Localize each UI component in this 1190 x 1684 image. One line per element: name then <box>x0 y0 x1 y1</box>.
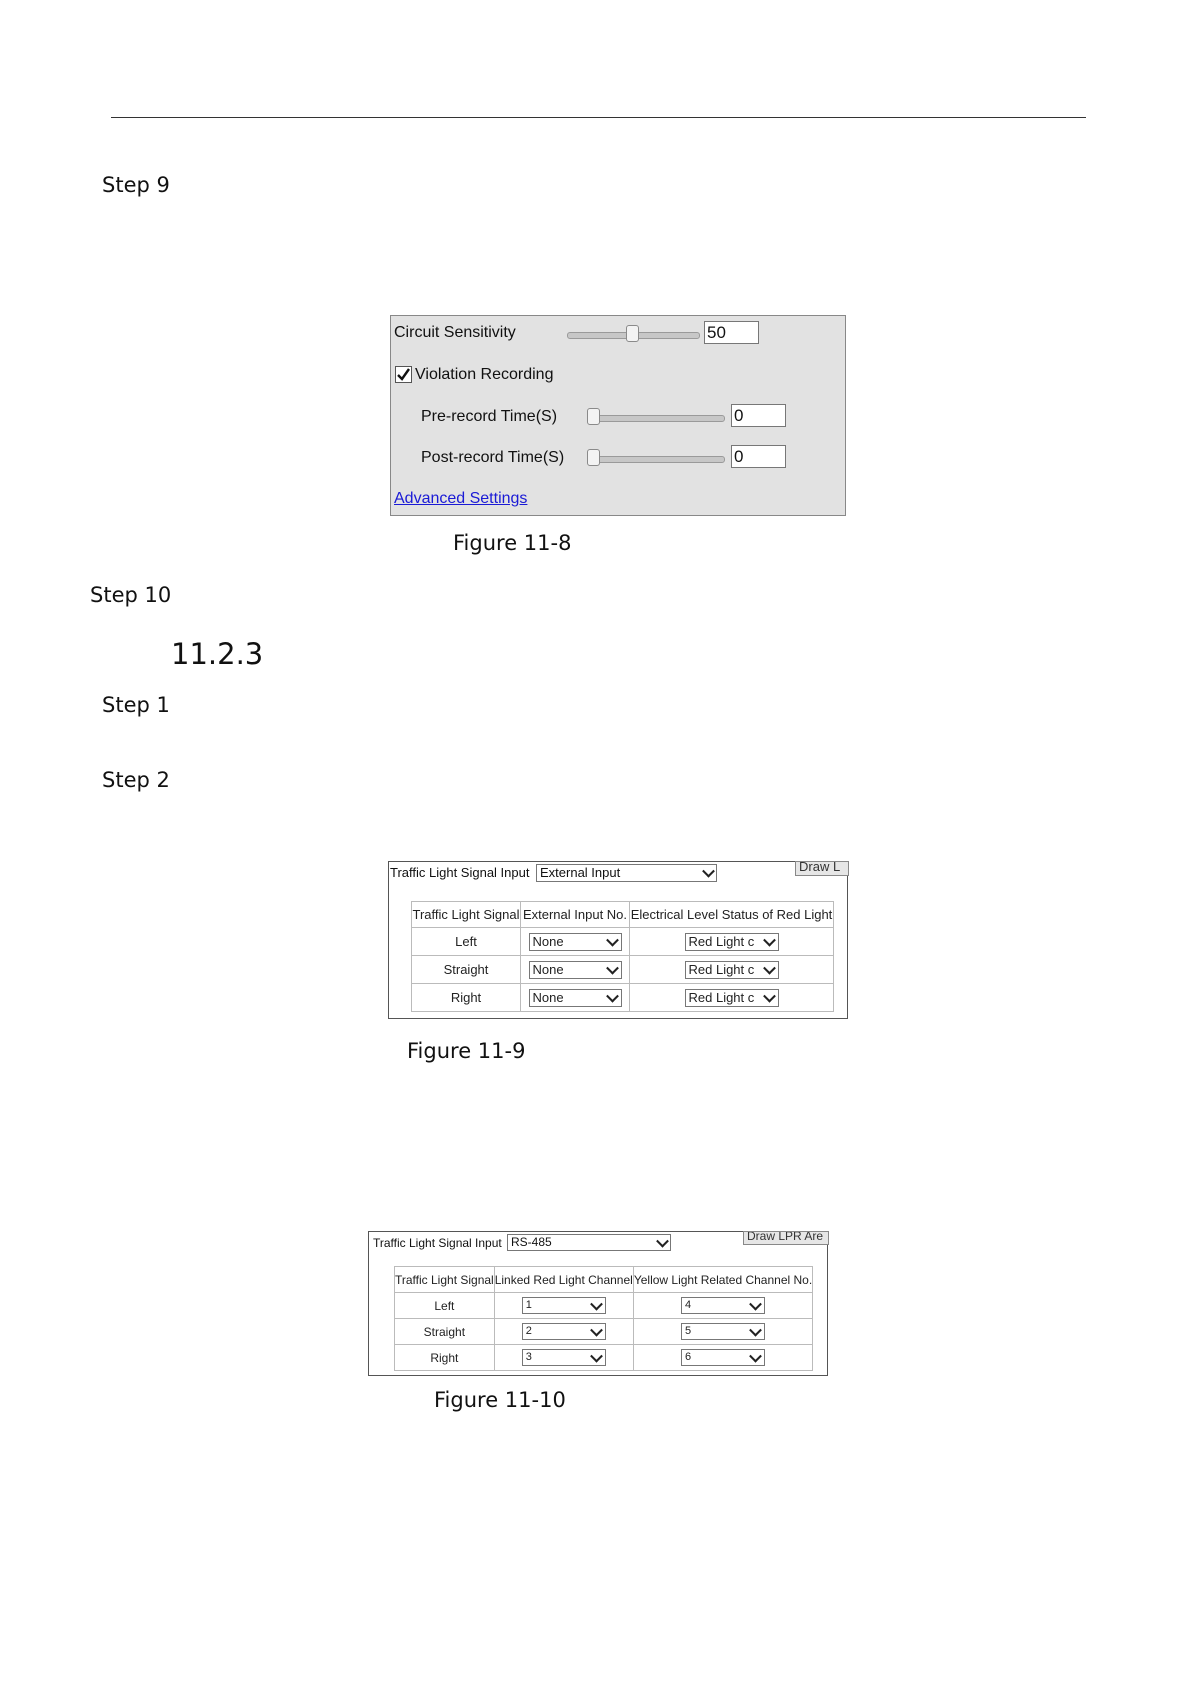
circuit-sensitivity-label: Circuit Sensitivity <box>394 324 516 341</box>
chevron-down-icon <box>749 1297 762 1310</box>
chevron-down-icon <box>702 865 715 878</box>
select-value: 2 <box>525 1325 532 1337</box>
chevron-down-icon <box>590 1349 603 1362</box>
chevron-down-icon <box>606 961 619 974</box>
header-electrical-level-status: Electrical Level Status of Red Light <box>630 902 834 928</box>
table-row <box>412 984 834 1012</box>
select-value: 3 <box>525 1351 532 1363</box>
draw-lpr-area-button[interactable]: Draw LPR Are <box>743 1231 829 1245</box>
figure-11-10-caption: Figure 11-10 <box>434 1388 566 1412</box>
pre-record-slider-thumb[interactable] <box>587 408 600 425</box>
table-row <box>395 1345 813 1371</box>
step-2-label: Step 2 <box>102 768 170 792</box>
chevron-down-icon <box>749 1349 762 1362</box>
step-1-label: Step 1 <box>102 693 170 717</box>
linked-red-light-select[interactable] <box>522 1323 606 1340</box>
figure-11-8-panel <box>390 315 846 516</box>
step-10-label: Step 10 <box>90 583 172 607</box>
signal-input-value: External Input <box>540 865 621 880</box>
yellow-light-channel-select[interactable] <box>681 1297 765 1314</box>
chevron-down-icon <box>590 1323 603 1336</box>
signal-cell: Straight <box>395 1319 495 1345</box>
figure-11-10-table <box>394 1266 813 1371</box>
select-value: Red Light c <box>688 961 755 977</box>
select-value: 5 <box>685 1325 692 1337</box>
signal-input-select[interactable] <box>507 1234 671 1251</box>
section-number: 11.2.3 <box>171 637 264 671</box>
yellow-light-channel-select[interactable] <box>681 1323 765 1340</box>
figure-11-9-table <box>411 901 834 1012</box>
pre-record-label: Pre-record Time(S) <box>421 408 558 425</box>
header-linked-red-light-channel: Linked Red Light Channel <box>494 1267 633 1293</box>
select-value: Red Light c <box>688 989 755 1005</box>
signal-cell: Right <box>412 984 521 1012</box>
table-row <box>395 1319 813 1345</box>
external-input-select[interactable] <box>529 933 622 951</box>
draw-button[interactable]: Draw L <box>795 861 849 876</box>
select-value: None <box>532 961 564 977</box>
chevron-down-icon <box>590 1297 603 1310</box>
figure-11-10-panel <box>368 1231 828 1376</box>
post-record-slider-thumb[interactable] <box>587 449 600 466</box>
header-traffic-light-signal: Traffic Light Signal <box>412 902 521 928</box>
red-light-status-select[interactable] <box>685 989 779 1007</box>
header-rule <box>111 117 1086 118</box>
signal-cell: Straight <box>412 956 521 984</box>
chevron-down-icon <box>763 961 776 974</box>
chevron-down-icon <box>749 1323 762 1336</box>
signal-input-select[interactable] <box>536 864 717 882</box>
chevron-down-icon <box>763 989 776 1002</box>
header-yellow-light-related-channel: Yellow Light Related Channel No. <box>633 1267 812 1293</box>
select-value: 6 <box>685 1351 692 1363</box>
table-row <box>412 956 834 984</box>
table-row <box>395 1293 813 1319</box>
signal-cell: Left <box>395 1293 495 1319</box>
chevron-down-icon <box>763 933 776 946</box>
circuit-sensitivity-slider-thumb[interactable] <box>626 325 639 342</box>
pre-record-slider[interactable] <box>587 415 725 422</box>
violation-recording-checkbox[interactable] <box>395 366 412 383</box>
select-value: None <box>532 933 564 949</box>
header-external-input-no: External Input No. <box>521 902 630 928</box>
chevron-down-icon <box>606 989 619 1002</box>
select-value: None <box>532 989 564 1005</box>
external-input-select[interactable] <box>529 989 622 1007</box>
signal-input-label: Traffic Light Signal Input <box>390 865 530 880</box>
yellow-light-channel-select[interactable] <box>681 1349 765 1366</box>
header-traffic-light-signal: Traffic Light Signal <box>395 1267 495 1293</box>
chevron-down-icon <box>656 1234 669 1247</box>
red-light-status-select[interactable] <box>685 933 779 951</box>
select-value: 1 <box>525 1299 532 1311</box>
signal-input-label: Traffic Light Signal Input <box>373 1236 502 1250</box>
post-record-input[interactable]: 0 <box>731 445 786 468</box>
checkmark-icon <box>396 367 411 382</box>
figure-11-8-caption: Figure 11-8 <box>453 531 572 555</box>
linked-red-light-select[interactable] <box>522 1349 606 1366</box>
advanced-settings-link[interactable]: Advanced Settings <box>394 490 528 507</box>
figure-11-9-panel <box>388 861 848 1019</box>
post-record-label: Post-record Time(S) <box>421 449 565 466</box>
pre-record-input[interactable]: 0 <box>731 404 786 427</box>
chevron-down-icon <box>606 933 619 946</box>
circuit-sensitivity-input[interactable]: 50 <box>704 321 759 344</box>
external-input-select[interactable] <box>529 961 622 979</box>
signal-cell: Right <box>395 1345 495 1371</box>
select-value: Red Light c <box>688 933 755 949</box>
table-row <box>412 928 834 956</box>
figure-11-9-caption: Figure 11-9 <box>407 1039 526 1063</box>
post-record-slider[interactable] <box>587 456 725 463</box>
violation-recording-label: Violation Recording <box>415 366 554 383</box>
signal-input-value: RS-485 <box>511 1235 552 1249</box>
red-light-status-select[interactable] <box>685 961 779 979</box>
select-value: 4 <box>685 1299 692 1311</box>
step-9-label: Step 9 <box>102 173 170 197</box>
linked-red-light-select[interactable] <box>522 1297 606 1314</box>
signal-cell: Left <box>412 928 521 956</box>
